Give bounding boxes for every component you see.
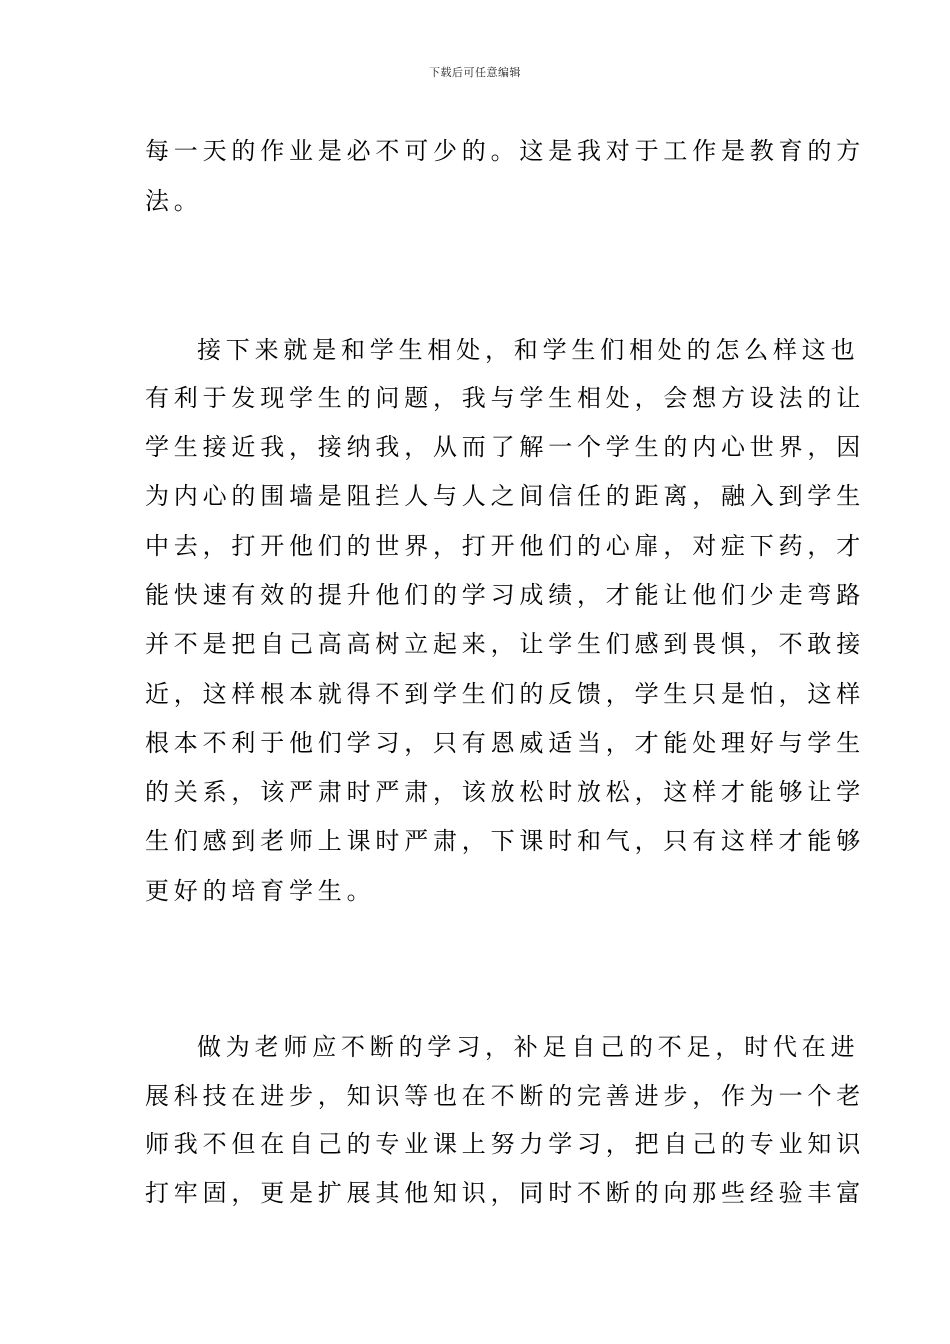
paragraph-2-line-10: 的关系，该严肃时严肃，该放松时放松，这样才能够让学 [145,778,865,806]
paragraph-2-line-8: 近，这样根本就得不到学生们的反馈，学生只是怕，这样 [145,680,865,708]
paragraph-2-line-4: 为内心的围墙是阻拦人与人之间信任的距离，融入到学生 [145,482,865,510]
paragraph-2-line-3: 学生接近我，接纳我，从而了解一个学生的内心世界，因 [145,433,865,461]
paragraph-2-line-1: 接下来就是和学生相处，和学生们相处的怎么样这也 [197,336,860,364]
paragraph-2-line-9: 根本不利于他们学习，只有恩威适当，才能处理好与学生 [145,729,865,757]
paragraph-2-line-7: 并不是把自己高高树立起来，让学生们感到畏惧，不敢接 [145,630,865,658]
paragraph-1-line-2: 法。 [145,187,203,215]
paragraph-3-line-3: 师我不但在自己的专业课上努力学习，把自己的专业知识 [145,1130,865,1158]
paragraph-2-line-6: 能快速有效的提升他们的学习成绩，才能让他们少走弯路 [145,581,865,609]
paragraph-2-line-11: 生们感到老师上课时严肃，下课时和气，只有这样才能够 [145,827,865,855]
paragraph-1-line-1: 每一天的作业是必不可少的。这是我对于工作是教育的方 [145,137,865,165]
paragraph-2-line-5: 中去，打开他们的世界，打开他们的心扉，对症下药，才 [145,532,865,560]
paragraph-3-line-2: 展科技在进步，知识等也在不断的完善进步，作为一个老 [145,1082,865,1110]
paragraph-3-line-1: 做为老师应不断的学习，补足自己的不足，时代在进 [197,1033,860,1061]
page-header: 下载后可任意编辑 [429,66,521,79]
paragraph-3-line-4: 打牢固，更是扩展其他知识，同时不断的向那些经验丰富 [145,1179,865,1207]
paragraph-2-line-12: 更好的培育学生。 [145,877,376,905]
paragraph-2-line-2: 有利于发现学生的问题，我与学生相处，会想方设法的让 [145,384,865,412]
